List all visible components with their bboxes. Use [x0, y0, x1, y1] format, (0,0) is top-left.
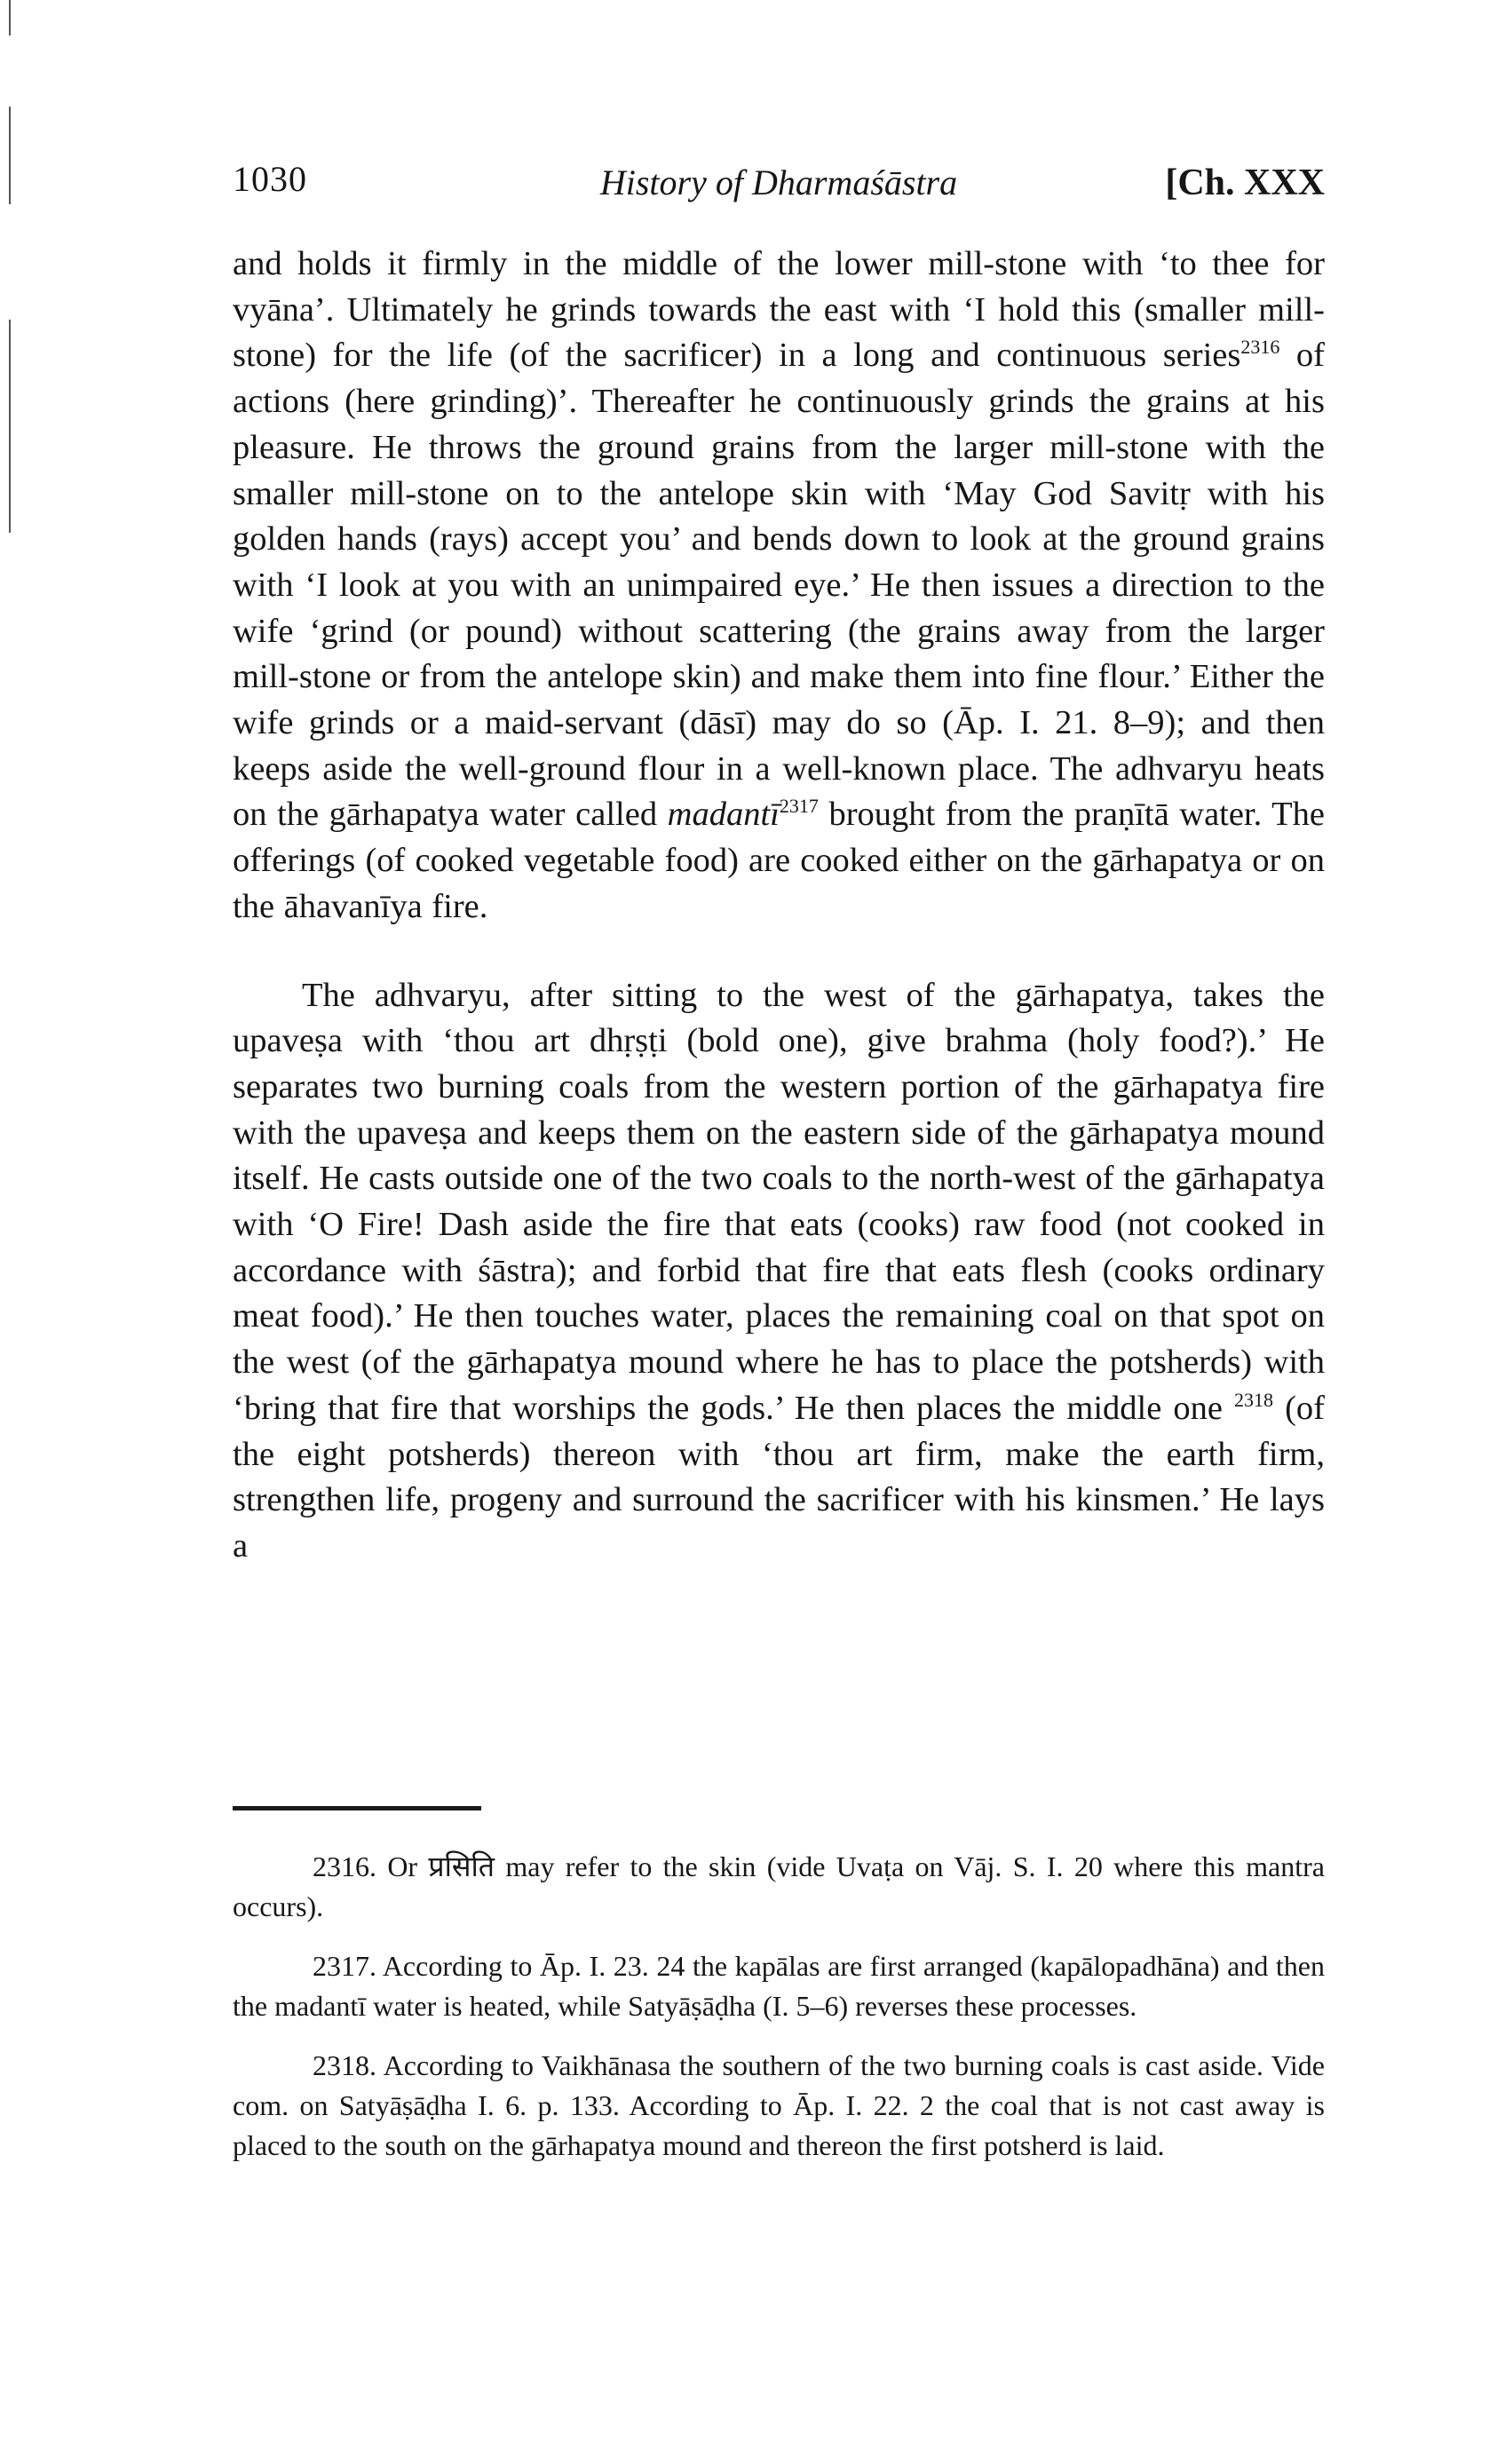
- footnote-number: 2318.: [313, 2049, 376, 2081]
- text-run: The adhvaryu, after sitting to the west of the gārhapatya, takes the upaveṣa with ‘thou art dhṛṣṭi (bold one), give brahma (holy food?).’ He separates two burning coals from the western portion of the gārhapatya fire with the upaveṣa and keeps them on the eastern side of the gārhapatya mound itself. He casts outside one of the two coals to the north-west of the gārhapatya with ‘O Fire! Dash aside the fire that eats (cooks) raw food (not cooked in accordance with śāstra); and forbid that fire that eats flesh (cooks ordinary meat food).’ He then touches water, places the remaining coal on that spot on the west (of the gārhapatya mound where he has to place the potsherds) with ‘bring that fire that worships the gods.’ He then places the middle one: [233, 976, 1325, 1427]
- text-run: and holds it firmly in the middle of the lower mill-stone with ‘to thee for vyāna’. Ultimately he grinds towards the east with ‘I hold this (smaller mill-stone) for the life (of the sacrificer) in a long and continuous series: [233, 245, 1325, 375]
- page: [233, 0, 1325, 2464]
- footnote-number: 2316.: [313, 1850, 376, 1882]
- scan-edge-line: [9, 320, 11, 533]
- scan-edge-line: [9, 107, 11, 204]
- page-header: [233, 158, 1325, 220]
- footnote: [233, 1847, 1325, 1927]
- footnote-rule: [233, 1806, 481, 1810]
- footnote-number: 2317.: [313, 1950, 376, 1982]
- paragraph: [233, 973, 1325, 1570]
- chapter-label: [Ch. XXX: [1165, 162, 1325, 203]
- footnote: [233, 2046, 1325, 2166]
- footnote: [233, 1946, 1325, 2026]
- footnote-text: Or प्रसिति may refer to the skin (vide Uvaṭa on Vāj. S. I. 20 where this mantra occurs).: [233, 1850, 1326, 1922]
- footnotes: [233, 1847, 1325, 2185]
- text-run: (of the eight potsherds) thereon with ‘thou art firm, make the earth firm, strengthen life, progeny and surround the sacrificer with his kinsmen.’ He lays a: [233, 1389, 1325, 1565]
- running-title: History of Dharmaśāstra: [599, 162, 958, 202]
- footnote-ref: 2317: [779, 795, 819, 818]
- footnote-text: According to Āp. I. 23. 24 the kapālas are first arranged (kapālopadhāna) and then the madantī water is heated, while Satyāṣāḍha (I. 5–6) reverses these processes.: [233, 1950, 1326, 2022]
- footnote-ref: 2318: [1234, 1389, 1274, 1412]
- scan-edge-line: [9, 0, 11, 36]
- text-run: of actions (here grinding)’. Thereafter he continuously grinds the grains at his pleasure. He throws the ground grains from the larger mill-stone with the smaller mill-stone on to the antelope skin with ‘May God Savitṛ with his golden hands (rays) accept you’ and bends down to look at the ground grains with ‘I look at you with an unimpaired eye.’ He then issues a direction to the wife ‘grind (or pound) without scattering (the grains away from the larger mill-stone or from the antelope skin) and make them into fine flour.’ Either the wife grinds or a maid-servant (dāsī) may do so (Āp. I. 21. 8–9); and then keeps aside the well-ground flour in a well-known place. The adhvaryu heats on the gārhapatya water called: [233, 337, 1325, 834]
- footnote-text: According to Vaikhānasa the southern of the two burning coals is cast aside. Vide com. on Satyāṣāḍha I. 6. p. 133. According to Āp. I. 22. 2 the coal that is not cast away is placed to the south on the gārhapatya mound and thereon the first potsherd is laid.: [233, 2049, 1326, 2161]
- body-text: [233, 242, 1325, 1570]
- text-run: brought from the praṇītā water. The offerings (of cooked vegetable food) are cooked either on the gārhapatya or on the āhavanīya fire.: [233, 796, 1325, 925]
- italic-term: madantī: [667, 796, 780, 834]
- footnote-ref: 2316: [1240, 336, 1280, 359]
- page-number: 1030: [233, 159, 307, 199]
- paragraph: [233, 242, 1325, 931]
